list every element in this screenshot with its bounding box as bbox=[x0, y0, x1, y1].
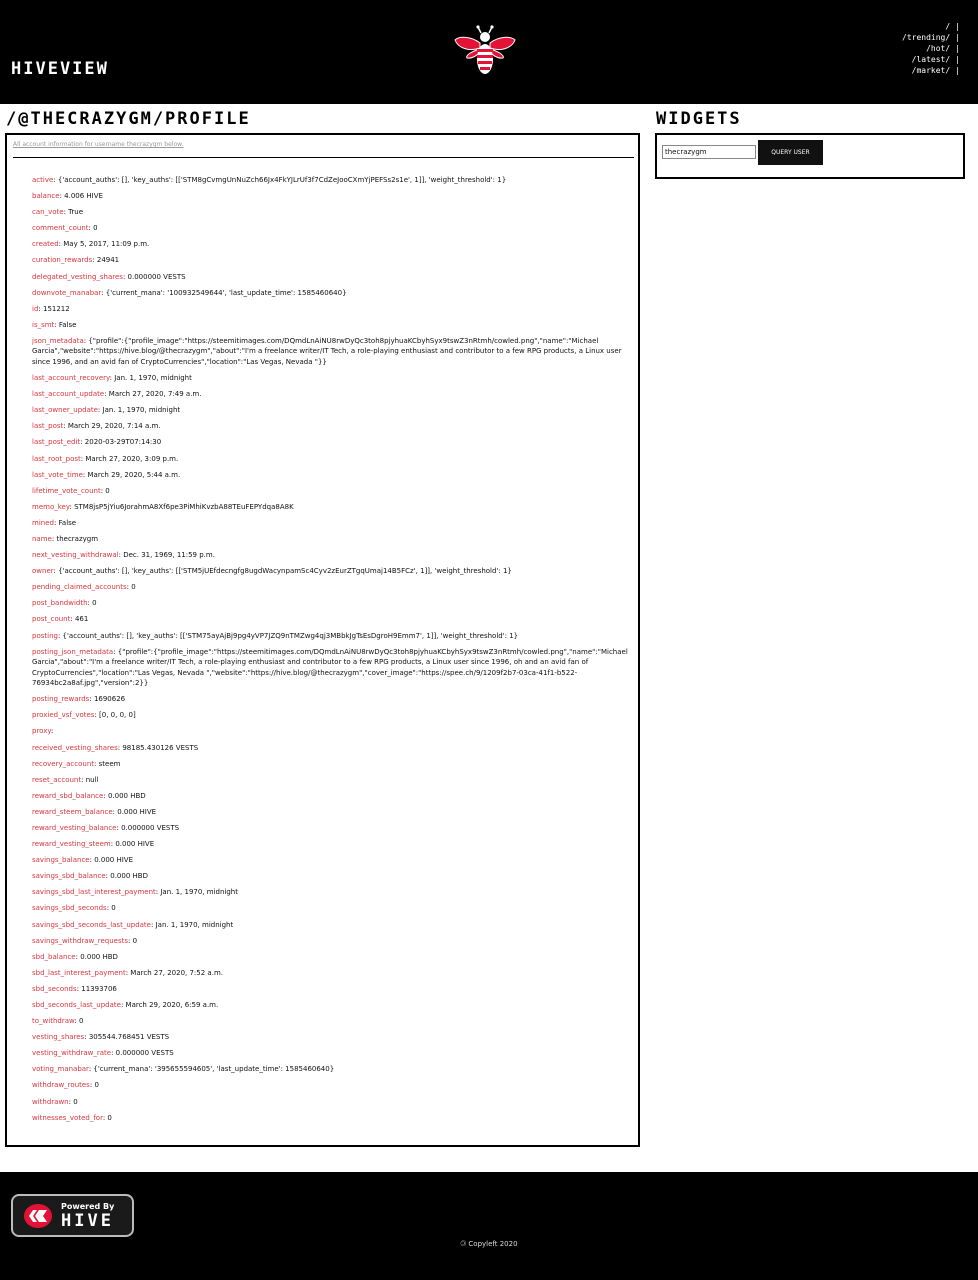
field-value: 461 bbox=[74, 615, 89, 624]
field-value: STM8jsP5jYiu6JorahmA8Xf6pe3PiMhiKvzbA88TEuFEPYdqa8A8K bbox=[74, 502, 294, 511]
site-brand[interactable]: HIVEVIEW bbox=[11, 59, 109, 79]
field-key: sbd_seconds bbox=[32, 984, 77, 993]
profile-field-json-metadata: json_metadata: {"profile":{"profile_image":"https://steemitimages.com/DQmdLnAiNU8rwDyQc3toh8pjyhuaKCbyhSyx9tswZ3nRtmh/cowled.png","name":"Michael Garcia","website":"https://hive.blog/@thecrazygm","about":"I'm a freelance writer/IT Tech, a role-playing enthusiast and contributor to a few RPG products, a Linux user since 1996, and an avid fan of CryptoCurrencies","location":"Las Vegas, Nevada "}} bbox=[32, 336, 622, 366]
field-key: sbd_seconds_last_update bbox=[32, 1001, 121, 1009]
field-key: last_post bbox=[32, 422, 64, 431]
field-value: 11393706 bbox=[81, 984, 117, 993]
profile-field-active: active: {'account_auths': [], 'key_auths': [['STM8gCvmgUnNuZch66Jx4FkYJLrUf3f7CdZeJooCXmYjPEFSs2s1e', 1]], 'weight_threshold': 1} bbox=[32, 176, 507, 184]
field-key: to_withdraw bbox=[32, 1017, 75, 1026]
field-key: reward_steem_balance bbox=[32, 807, 113, 816]
profile-field-savings-sbd-last-interest-payment: savings_sbd_last_interest_payment: Jan. 1, 1970, midnight bbox=[32, 888, 238, 897]
profile-field-sbd-balance: sbd_balance: 0.000 HBD bbox=[32, 952, 118, 961]
field-key: sbd_last_interest_payment bbox=[32, 968, 126, 977]
field-key: name bbox=[32, 534, 52, 543]
field-key: savings_sbd_last_interest_payment bbox=[32, 888, 156, 897]
field-key: withdraw_routes bbox=[32, 1081, 90, 1090]
field-value: March 29, 2020, 7:14 a.m. bbox=[67, 422, 161, 431]
profile-field-last-post-edit: last_post_edit: 2020-03-29T07:14:30 bbox=[32, 438, 162, 447]
query-user-button[interactable]: QUERY USER bbox=[758, 140, 823, 165]
profile-field-savings-sbd-seconds: savings_sbd_seconds: 0 bbox=[32, 904, 116, 913]
profile-intro-link[interactable]: All account information for username thecrazygm below. bbox=[13, 141, 184, 148]
hive-logo-icon bbox=[24, 1204, 52, 1228]
profile-field-savings-sbd-seconds-last-update: savings_sbd_seconds_last_update: Jan. 1, 1970, midnight bbox=[32, 920, 234, 929]
profile-field-lifetime-vote-count: lifetime_vote_count: 0 bbox=[32, 486, 110, 495]
profile-field-last-account-update: last_account_update: March 27, 2020, 7:49 a.m. bbox=[32, 390, 202, 399]
field-value: null bbox=[85, 775, 99, 784]
field-key: recovery_account bbox=[32, 759, 95, 768]
widget-panel bbox=[655, 133, 965, 179]
field-value: False bbox=[58, 518, 77, 527]
field-key: can_vote bbox=[32, 208, 64, 217]
field-value: 4.006 HIVE bbox=[64, 192, 103, 201]
field-value: 0.000 HIVE bbox=[115, 840, 155, 849]
profile-field-comment-count: comment_count: 0 bbox=[32, 224, 98, 233]
profile-field-received-vesting-shares: received_vesting_shares: 98185.430126 VESTS bbox=[32, 743, 199, 752]
field-value: Jan. 1, 1970, midnight bbox=[160, 888, 238, 897]
field-key: savings_sbd_seconds bbox=[32, 904, 107, 913]
field-key: savings_sbd_seconds_last_update bbox=[32, 920, 151, 929]
profile-field-posting: posting: {'account_auths': [], 'key_auths': [['STM75ayAjBj9pg4yVP7JZQ9nTMZwg4qj3MBbkJgTsEsDgroH9Emm7', 1]], 'weight_threshold': 1} bbox=[32, 631, 519, 640]
profile-field-post-bandwidth: post_bandwidth: 0 bbox=[32, 599, 97, 608]
field-value: March 27, 2020, 7:49 a.m. bbox=[108, 390, 202, 399]
field-key: last_root_post bbox=[32, 454, 81, 463]
field-value: March 29, 2020, 5:44 a.m. bbox=[87, 470, 181, 479]
field-value: 0 bbox=[105, 486, 110, 495]
profile-field-list bbox=[32, 175, 632, 1129]
field-key: withdrawn bbox=[32, 1097, 69, 1106]
widgets-title: WIDGETS bbox=[656, 109, 742, 129]
field-value: 0 bbox=[131, 583, 136, 592]
field-key: post_bandwidth bbox=[32, 599, 88, 608]
field-key: vesting_shares bbox=[32, 1033, 85, 1042]
profile-field-balance: balance: 4.006 HIVE bbox=[32, 192, 103, 201]
field-key: comment_count bbox=[32, 224, 89, 233]
field-key: id bbox=[32, 304, 39, 313]
field-key: created bbox=[32, 240, 59, 249]
field-key: voting_manabar bbox=[32, 1065, 89, 1074]
field-key: vesting_withdraw_rate bbox=[32, 1049, 112, 1058]
profile-field-proxy: proxy: bbox=[32, 727, 54, 736]
profile-field-can-vote: can_vote: True bbox=[32, 208, 84, 217]
profile-field-created: created: May 5, 2017, 11:09 p.m. bbox=[32, 240, 150, 249]
profile-field-reset-account: reset_account: null bbox=[32, 775, 99, 784]
profile-field-name: name: thecrazygm bbox=[32, 534, 99, 543]
profile-field-downvote-manabar: downvote_manabar: {'current_mana': '100932549644', 'last_update_time': 1585460640} bbox=[32, 288, 347, 297]
profile-field-sbd-seconds-last-update: sbd_seconds_last_update: March 29, 2020, 6:59 a.m. bbox=[32, 1001, 219, 1009]
profile-field-withdrawn: withdrawn: 0 bbox=[32, 1097, 78, 1106]
field-value: 0.000 HBD bbox=[110, 872, 148, 881]
profile-field-pending-claimed-accounts: pending_claimed_accounts: 0 bbox=[32, 583, 136, 592]
profile-field-last-owner-update: last_owner_update: Jan. 1, 1970, midnight bbox=[32, 406, 181, 415]
field-value: Dec. 31, 1969, 11:59 p.m. bbox=[123, 551, 215, 560]
profile-field-last-vote-time: last_vote_time: March 29, 2020, 5:44 a.m. bbox=[32, 470, 181, 479]
field-value: {'current_mana': '395655594605', 'last_update_time': 1585460640} bbox=[93, 1065, 335, 1074]
username-input[interactable] bbox=[662, 145, 756, 159]
field-key: json_metadata bbox=[32, 336, 84, 345]
profile-field-witnesses-voted-for: witnesses_voted_for: 0 bbox=[32, 1113, 112, 1122]
field-key: balance bbox=[32, 192, 60, 201]
field-key: last_post_edit bbox=[32, 438, 81, 447]
field-key: savings_balance bbox=[32, 856, 90, 865]
profile-field-sbd-seconds: sbd_seconds: 11393706 bbox=[32, 984, 117, 993]
profile-field-reward-vesting-balance: reward_vesting_balance: 0.000000 VESTS bbox=[32, 823, 180, 832]
profile-field-recovery-account: recovery_account: steem bbox=[32, 759, 121, 768]
profile-field-last-root-post: last_root_post: March 27, 2020, 3:09 p.m. bbox=[32, 454, 179, 463]
field-key: last_vote_time bbox=[32, 470, 83, 479]
field-value: May 5, 2017, 11:09 p.m. bbox=[63, 240, 150, 249]
field-key: owner bbox=[32, 567, 54, 576]
field-key: last_account_update bbox=[32, 390, 105, 399]
field-value: March 27, 2020, 3:09 p.m. bbox=[85, 454, 179, 463]
nav-link-latest[interactable]: /latest/ | bbox=[911, 55, 960, 64]
field-key: last_account_recovery bbox=[32, 374, 110, 383]
profile-field-curation-rewards: curation_rewards: 24941 bbox=[32, 256, 120, 265]
field-value: {'account_auths': [], 'key_auths': [['STM8gCvmgUnNuZch66Jx4FkYJLrUf3f7CdZeJooCXmYjPEFSs2s1e', 1]], 'weight_threshold': 1} bbox=[57, 176, 507, 184]
field-key: posting_rewards bbox=[32, 695, 90, 704]
field-value: {"profile":{"profile_image":"https://steemitimages.com/DQmdLnAiNU8rwDyQc3toh8pjyhuaKCbyhSyx9tswZ3nRtmh/cowled.png","name":"Michael Garcia","website":"https://hive.blog/@thecrazygm","about":"I'm a freelance writer/IT Tech, a role-playing enthusiast and contributor to a few RPG products, a Linux user since 1996, and an avid fan of CryptoCurrencies","location":"Las Vegas, Nevada "}} bbox=[32, 336, 622, 366]
field-key: posting bbox=[32, 631, 58, 640]
field-key: received_vesting_shares bbox=[32, 743, 118, 752]
profile-field-reward-steem-balance: reward_steem_balance: 0.000 HIVE bbox=[32, 807, 157, 816]
field-value: 0 bbox=[73, 1097, 78, 1106]
field-key: is_smt bbox=[32, 320, 55, 329]
field-value: 0 bbox=[94, 1081, 99, 1090]
field-key: reward_vesting_steem bbox=[32, 840, 111, 849]
field-key: downvote_manabar bbox=[32, 288, 102, 297]
field-value: 0 bbox=[92, 599, 97, 608]
bee-logo-icon[interactable] bbox=[453, 24, 517, 78]
field-value: 0.000000 VESTS bbox=[127, 272, 186, 281]
field-value: {'account_auths': [], 'key_auths': [['STM75ayAjBj9pg4yVP7JZQ9nTMZwg4qj3MBbkJgTsEsDgroH9Emm7', 1]], 'weight_threshold': 1} bbox=[62, 631, 519, 640]
profile-field-sbd-last-interest-payment: sbd_last_interest_payment: March 27, 2020, 7:52 a.m. bbox=[32, 968, 223, 977]
profile-field-post-count: post_count: 461 bbox=[32, 615, 89, 624]
field-value: March 29, 2020, 6:59 a.m. bbox=[125, 1001, 219, 1009]
profile-field-id: id: 151212 bbox=[32, 304, 70, 313]
field-key: post_count bbox=[32, 615, 71, 624]
nav-link-market[interactable]: /market/ | bbox=[911, 66, 960, 75]
site-footer bbox=[0, 1172, 978, 1280]
profile-field-savings-withdraw-requests: savings_withdraw_requests: 0 bbox=[32, 936, 138, 945]
field-value: 0.000 HBD bbox=[80, 952, 118, 961]
field-key: memo_key bbox=[32, 502, 70, 511]
field-value: 0 bbox=[132, 936, 138, 945]
profile-field-last-account-recovery: last_account_recovery: Jan. 1, 1970, midnight bbox=[32, 374, 192, 383]
field-value: 2020-03-29T07:14:30 bbox=[84, 438, 162, 447]
profile-field-last-post: last_post: March 29, 2020, 7:14 a.m. bbox=[32, 422, 161, 431]
field-value: Jan. 1, 1970, midnight bbox=[155, 920, 234, 929]
field-key: savings_withdraw_requests bbox=[32, 936, 128, 945]
field-value: 0 bbox=[107, 1113, 112, 1122]
field-value: False bbox=[58, 320, 77, 329]
profile-field-posting-json-metadata: posting_json_metadata: {"profile":{"profile_image":"https://steemitimages.com/DQmdLnAiNU8rwDyQc3toh8pjyhuaKCbyhSyx9tswZ3nRtmh/cowled.png","name":"Michael Garcia","about":"I'm a freelance writer/IT Tech, a role-playing enthusiast and contributor to a few RPG products, a Linux user since 1996, oh and an avid fan of CryptoCurrencies","location":"Las Vegas, Nevada ","website":"https://hive.blog/@thecrazygm","cover_image":"https://spee.ch/9/1209f2b7-03ca-41f1-b522-76934bc2a8af.jpg","version":2}} bbox=[32, 647, 628, 688]
copyleft-notice: 🄯 Copyleft 2020 bbox=[460, 1240, 518, 1248]
field-key: active bbox=[32, 176, 54, 184]
field-value: 305544.768451 VESTS bbox=[88, 1033, 170, 1042]
field-key: pending_claimed_accounts bbox=[32, 583, 127, 592]
nav-link-hot[interactable]: /hot/ | bbox=[926, 44, 960, 53]
field-key: proxied_vsf_votes bbox=[32, 711, 95, 720]
field-value: 0 bbox=[111, 904, 116, 913]
profile-field-savings-balance: savings_balance: 0.000 HIVE bbox=[32, 856, 134, 865]
field-value: 0.000 HBD bbox=[107, 791, 146, 800]
powered-by-hive-badge[interactable] bbox=[11, 1194, 134, 1237]
field-value: [0, 0, 0, 0] bbox=[99, 711, 136, 720]
field-value: steem bbox=[98, 759, 121, 768]
nav-link-home[interactable]: / | bbox=[945, 22, 960, 31]
field-value: 0 bbox=[93, 224, 98, 233]
field-key: posting_json_metadata bbox=[32, 647, 114, 656]
profile-field-posting-rewards: posting_rewards: 1690626 bbox=[32, 695, 126, 704]
field-key: reward_sbd_balance bbox=[32, 791, 104, 800]
field-value: True bbox=[68, 208, 84, 217]
field-value: Jan. 1, 1970, midnight bbox=[102, 406, 181, 415]
field-value: {'current_mana': '100932549644', 'last_update_time': 1585460640} bbox=[105, 288, 347, 297]
profile-field-voting-manabar: voting_manabar: {'current_mana': '395655594605', 'last_update_time': 1585460640} bbox=[32, 1065, 335, 1074]
profile-field-reward-sbd-balance: reward_sbd_balance: 0.000 HBD bbox=[32, 791, 146, 800]
field-value: Jan. 1, 1970, midnight bbox=[114, 374, 192, 383]
field-value: 0.000 HIVE bbox=[94, 856, 134, 865]
top-navigation bbox=[902, 21, 960, 76]
field-value: March 27, 2020, 7:52 a.m. bbox=[130, 968, 223, 977]
profile-field-vesting-shares: vesting_shares: 305544.768451 VESTS bbox=[32, 1033, 170, 1042]
powered-by-label: Powered By bbox=[61, 1202, 115, 1211]
field-value: 0.000 HIVE bbox=[117, 807, 157, 816]
field-key: sbd_balance bbox=[32, 952, 76, 961]
field-value: 98185.430126 VESTS bbox=[122, 743, 199, 752]
field-value: 1690626 bbox=[93, 695, 126, 704]
profile-field-next-vesting-withdrawal: next_vesting_withdrawal: Dec. 31, 1969, 11:59 p.m. bbox=[32, 551, 215, 560]
field-key: reset_account bbox=[32, 775, 82, 784]
field-key: lifetime_vote_count bbox=[32, 486, 101, 495]
profile-field-memo-key: memo_key: STM8jsP5jYiu6JorahmA8Xf6pe3PiMhiKvzbA88TEuFEPYdqa8A8K bbox=[32, 502, 294, 511]
profile-field-reward-vesting-steem: reward_vesting_steem: 0.000 HIVE bbox=[32, 840, 155, 849]
profile-field-proxied-vsf-votes: proxied_vsf_votes: [0, 0, 0, 0] bbox=[32, 711, 136, 720]
site-header bbox=[0, 0, 978, 104]
field-key: curation_rewards bbox=[32, 256, 93, 265]
profile-panel bbox=[5, 133, 640, 1147]
field-value: 151212 bbox=[42, 304, 70, 313]
field-key: savings_sbd_balance bbox=[32, 872, 106, 881]
field-key: last_owner_update bbox=[32, 406, 98, 415]
field-key: next_vesting_withdrawal bbox=[32, 551, 119, 560]
field-key: proxy bbox=[32, 727, 52, 736]
profile-field-to-withdraw: to_withdraw: 0 bbox=[32, 1017, 84, 1026]
divider bbox=[13, 157, 634, 158]
profile-field-delegated-vesting-shares: delegated_vesting_shares: 0.000000 VESTS bbox=[32, 272, 186, 281]
profile-field-mined: mined: False bbox=[32, 518, 77, 527]
field-value: {'account_auths': [], 'key_auths': [['STM5jUEfdecngfg8ugdWacynpamSc4Cyv2zEurZTgqUmaj14B5FCz', 1]], 'weight_threshold': 1} bbox=[58, 567, 512, 576]
profile-field-vesting-withdraw-rate: vesting_withdraw_rate: 0.000000 VESTS bbox=[32, 1049, 174, 1058]
field-value: 0.000000 VESTS bbox=[121, 823, 180, 832]
field-value: thecrazygm bbox=[56, 534, 99, 543]
profile-field-savings-sbd-balance: savings_sbd_balance: 0.000 HBD bbox=[32, 872, 148, 881]
profile-field-withdraw-routes: withdraw_routes: 0 bbox=[32, 1081, 99, 1090]
page-title: /@THECRAZYGM/PROFILE bbox=[6, 109, 251, 129]
profile-field-owner: owner: {'account_auths': [], 'key_auths': [['STM5jUEfdecngfg8ugdWacynpamSc4Cyv2zEurZTgqUmaj14B5FCz', 1]], 'weight_threshold': 1} bbox=[32, 567, 512, 576]
field-key: mined bbox=[32, 518, 54, 527]
nav-link-trending[interactable]: /trending/ | bbox=[902, 33, 960, 42]
hive-wordmark: HIVE bbox=[61, 1211, 114, 1231]
field-value: {"profile":{"profile_image":"https://steemitimages.com/DQmdLnAiNU8rwDyQc3toh8pjyhuaKCbyhSyx9tswZ3nRtmh/cowled.png","name":"Michael Garcia","about":"I'm a freelance writer/IT Tech, a role-playing enthusiast and contributor to a few RPG products, a Linux user since 1996, oh and an avid fan of CryptoCurrencies","location":"Las Vegas, Nevada ","website":"https://hive.blog/@thecrazygm","cover_image":"https://spee.ch/9/1209f2b7-03ca-41f1-b522-76934bc2a8af.jpg","version":2}} bbox=[32, 647, 628, 688]
field-value: 0 bbox=[78, 1017, 84, 1026]
field-key: reward_vesting_balance bbox=[32, 823, 117, 832]
profile-field-is-smt: is_smt: False bbox=[32, 320, 77, 329]
field-key: delegated_vesting_shares bbox=[32, 272, 123, 281]
field-value: 24941 bbox=[96, 256, 120, 265]
field-key: witnesses_voted_for bbox=[32, 1113, 103, 1122]
field-value: 0.000000 VESTS bbox=[115, 1049, 174, 1058]
